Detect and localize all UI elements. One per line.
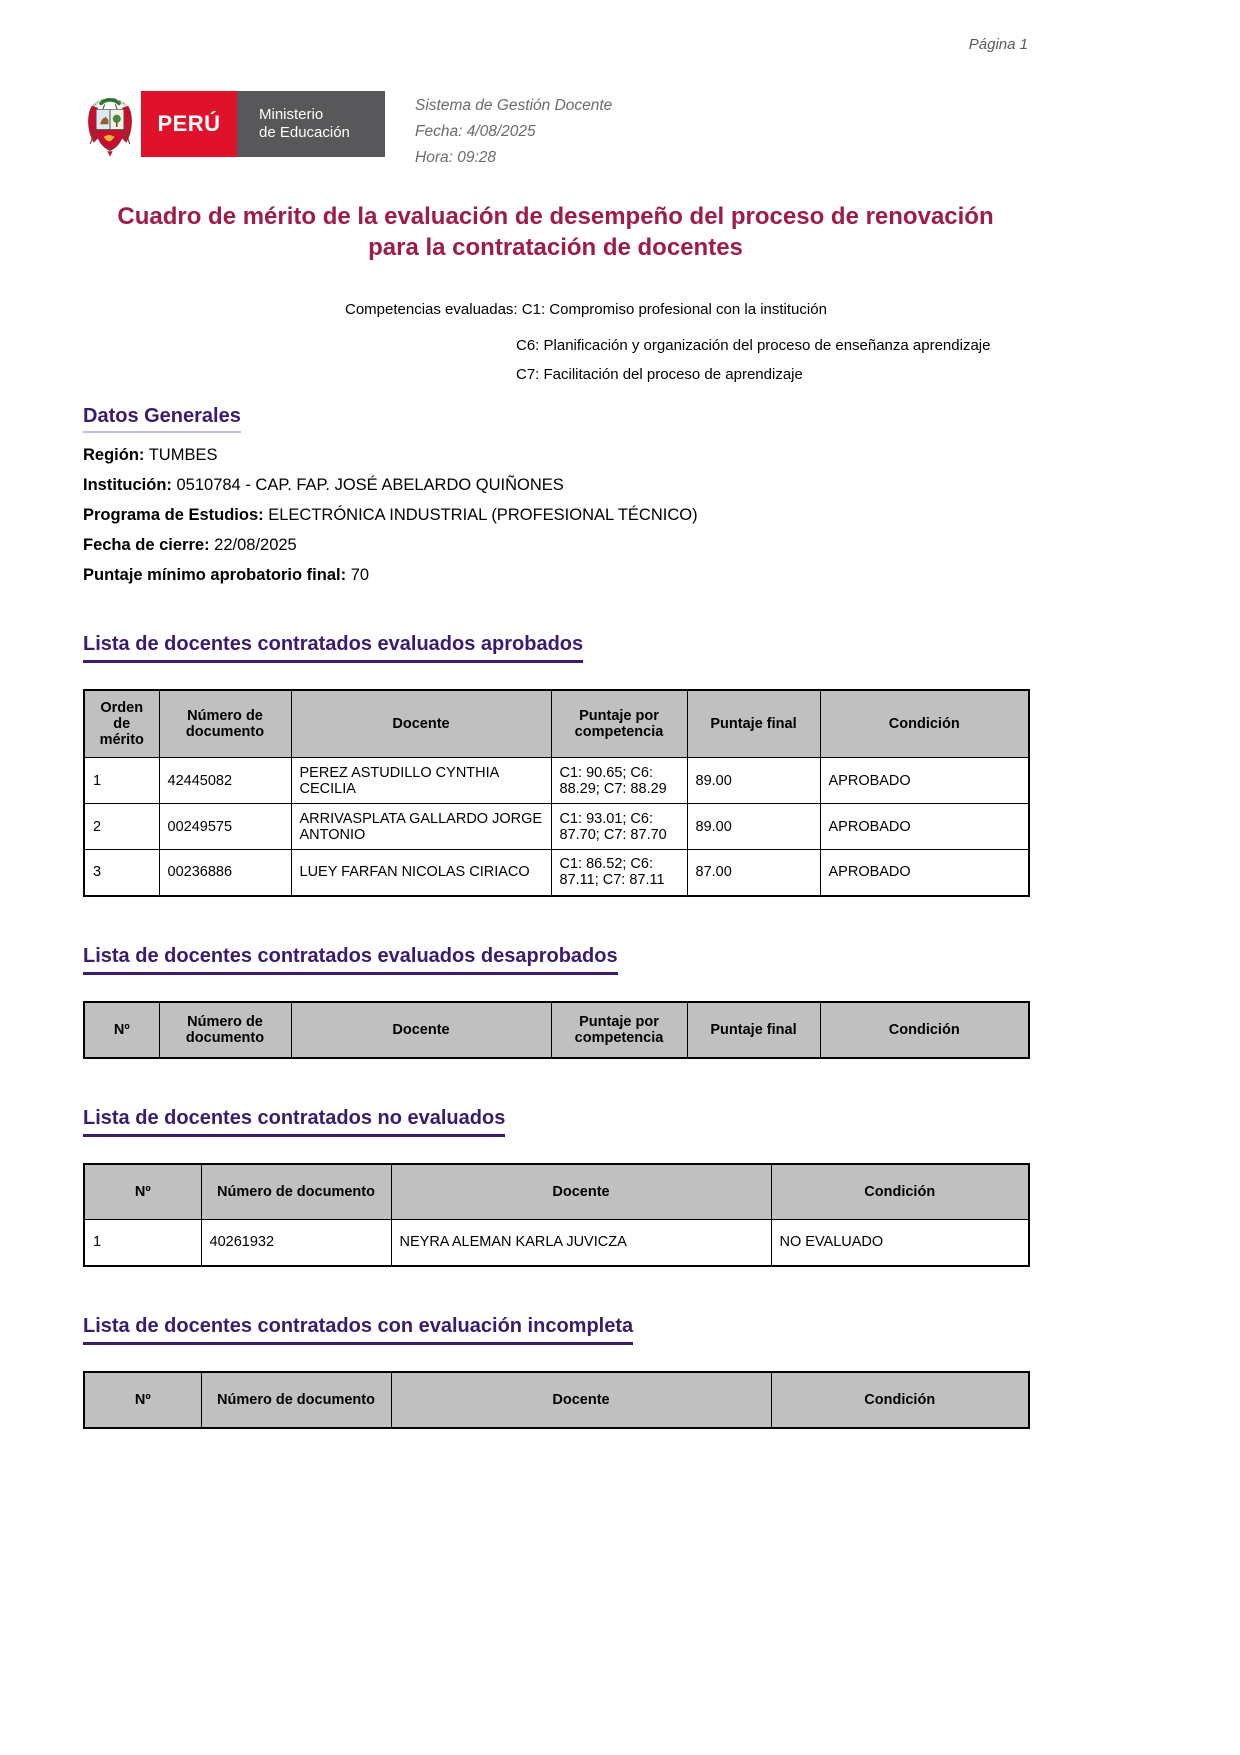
cell-teacher: PEREZ ASTUDILLO CYNTHIA CECILIA — [291, 758, 551, 804]
column-header-number: Nº — [84, 1164, 201, 1220]
cell-document: 40261932 — [201, 1220, 391, 1266]
field-min-score — [83, 566, 1028, 585]
column-header-condition: Condición — [820, 1002, 1029, 1058]
cell-condition: APROBADO — [820, 804, 1029, 850]
field-institution — [83, 476, 1028, 495]
incomplete-table — [83, 1371, 1030, 1429]
table-header-row — [84, 1372, 1029, 1428]
field-min-score-label: Puntaje mínimo aprobatorio final: — [83, 566, 347, 584]
document-header — [83, 91, 1028, 171]
cell-teacher: NEYRA ALEMAN KARLA JUVICZA — [391, 1220, 771, 1266]
document-title: Cuadro de mérito de la evaluación de desempeño del proceso de renovación para la contratación de docentes — [117, 203, 994, 261]
cell-condition: NO EVALUADO — [771, 1220, 1029, 1266]
table-header-row — [84, 1164, 1029, 1220]
field-institution-label: Institución: — [83, 476, 172, 494]
cell-competency: C1: 90.65; C6: 88.29; C7: 88.29 — [551, 758, 687, 804]
field-program — [83, 506, 1028, 525]
competency-line-c1: Competencias evaluadas: C1: Compromiso profesional con la institución — [345, 301, 827, 318]
field-close-date-value: 22/08/2025 — [214, 536, 297, 554]
cell-condition: APROBADO — [820, 850, 1029, 896]
incomplete-section-heading: Lista de docentes contratados con evaluación incompleta — [83, 1315, 633, 1345]
cell-order: 3 — [84, 850, 159, 896]
column-header-final: Puntaje final — [687, 690, 820, 758]
field-close-date-label: Fecha de cierre: — [83, 536, 210, 554]
report-time: Hora: 09:28 — [415, 149, 496, 166]
cell-teacher: LUEY FARFAN NICOLAS CIRIACO — [291, 850, 551, 896]
column-header-document: Número de documento — [201, 1164, 391, 1220]
column-header-teacher: Docente — [391, 1372, 771, 1428]
column-header-teacher: Docente — [391, 1164, 771, 1220]
header-meta — [415, 91, 612, 171]
cell-final: 89.00 — [687, 804, 820, 850]
table-row — [84, 1220, 1029, 1266]
table-row — [84, 850, 1029, 896]
ministry-line-1: Ministerio — [259, 106, 324, 123]
brand-ministry-block — [237, 91, 385, 157]
cell-final: 89.00 — [687, 758, 820, 804]
cell-number: 1 — [84, 1220, 201, 1266]
system-name: Sistema de Gestión Docente — [415, 97, 613, 114]
general-data-heading: Datos Generales — [83, 405, 241, 433]
cell-document: 00249575 — [159, 804, 291, 850]
column-header-document: Número de documento — [201, 1372, 391, 1428]
column-header-condition: Condición — [820, 690, 1029, 758]
cell-order: 1 — [84, 758, 159, 804]
not-evaluated-section-heading: Lista de docentes contratados no evaluados — [83, 1107, 505, 1137]
not-evaluated-table — [83, 1163, 1030, 1267]
column-header-teacher: Docente — [291, 690, 551, 758]
ministry-line-2: de Educación — [259, 124, 350, 141]
approved-table — [83, 689, 1030, 897]
column-header-number: Nº — [84, 1372, 201, 1428]
cell-teacher: ARRIVASPLATA GALLARDO JORGE ANTONIO — [291, 804, 551, 850]
column-header-condition: Condición — [771, 1164, 1029, 1220]
general-data-fields — [83, 446, 1028, 585]
disapproved-table — [83, 1001, 1030, 1059]
field-region-label: Región: — [83, 446, 145, 464]
brand-country-block — [141, 91, 237, 157]
cell-document: 00236886 — [159, 850, 291, 896]
field-program-value: ELECTRÓNICA INDUSTRIAL (PROFESIONAL TÉCNICO) — [268, 506, 698, 524]
cell-document: 42445082 — [159, 758, 291, 804]
report-date: Fecha: 4/08/2025 — [415, 123, 536, 140]
peru-coat-of-arms-icon — [83, 91, 137, 161]
field-institution-value: 0510784 - CAP. FAP. JOSÉ ABELARDO QUIÑONES — [176, 476, 564, 494]
field-min-score-value: 70 — [350, 566, 370, 584]
page-number-label: Página 1 — [968, 36, 1028, 53]
column-header-document: Número de documento — [159, 1002, 291, 1058]
field-region-value: TUMBES — [148, 446, 218, 464]
cell-final: 87.00 — [687, 850, 820, 896]
field-region — [83, 446, 1028, 465]
column-header-competency: Puntaje por competencia — [551, 690, 687, 758]
disapproved-section-heading: Lista de docentes contratados evaluados desaprobados — [83, 945, 618, 975]
field-program-label: Programa de Estudios: — [83, 506, 264, 524]
table-header-row — [84, 1002, 1029, 1058]
competencies-block — [83, 301, 1028, 383]
field-close-date — [83, 536, 1028, 555]
brand-country-label: PERÚ — [157, 111, 221, 136]
cell-competency: C1: 93.01; C6: 87.70; C7: 87.70 — [551, 804, 687, 850]
table-row — [84, 758, 1029, 804]
table-header-row — [84, 690, 1029, 758]
column-header-competency: Puntaje por competencia — [551, 1002, 687, 1058]
approved-section-heading: Lista de docentes contratados evaluados aprobados — [83, 633, 583, 663]
column-header-document: Número de documento — [159, 690, 291, 758]
seal-arc-text: REPÚBLICA DEL PERÚ — [91, 97, 128, 108]
column-header-condition: Condición — [771, 1372, 1029, 1428]
table-row — [84, 804, 1029, 850]
competency-line-c7: C7: Facilitación del proceso de aprendizaje — [516, 366, 803, 383]
column-header-teacher: Docente — [291, 1002, 551, 1058]
column-header-number: Nº — [84, 1002, 159, 1058]
cell-condition: APROBADO — [820, 758, 1029, 804]
column-header-order: Orden de mérito — [84, 690, 159, 758]
column-header-final: Puntaje final — [687, 1002, 820, 1058]
cell-competency: C1: 86.52; C6: 87.11; C7: 87.11 — [551, 850, 687, 896]
competency-line-c6: C6: Planificación y organización del proceso de enseñanza aprendizaje — [516, 337, 991, 354]
cell-order: 2 — [84, 804, 159, 850]
